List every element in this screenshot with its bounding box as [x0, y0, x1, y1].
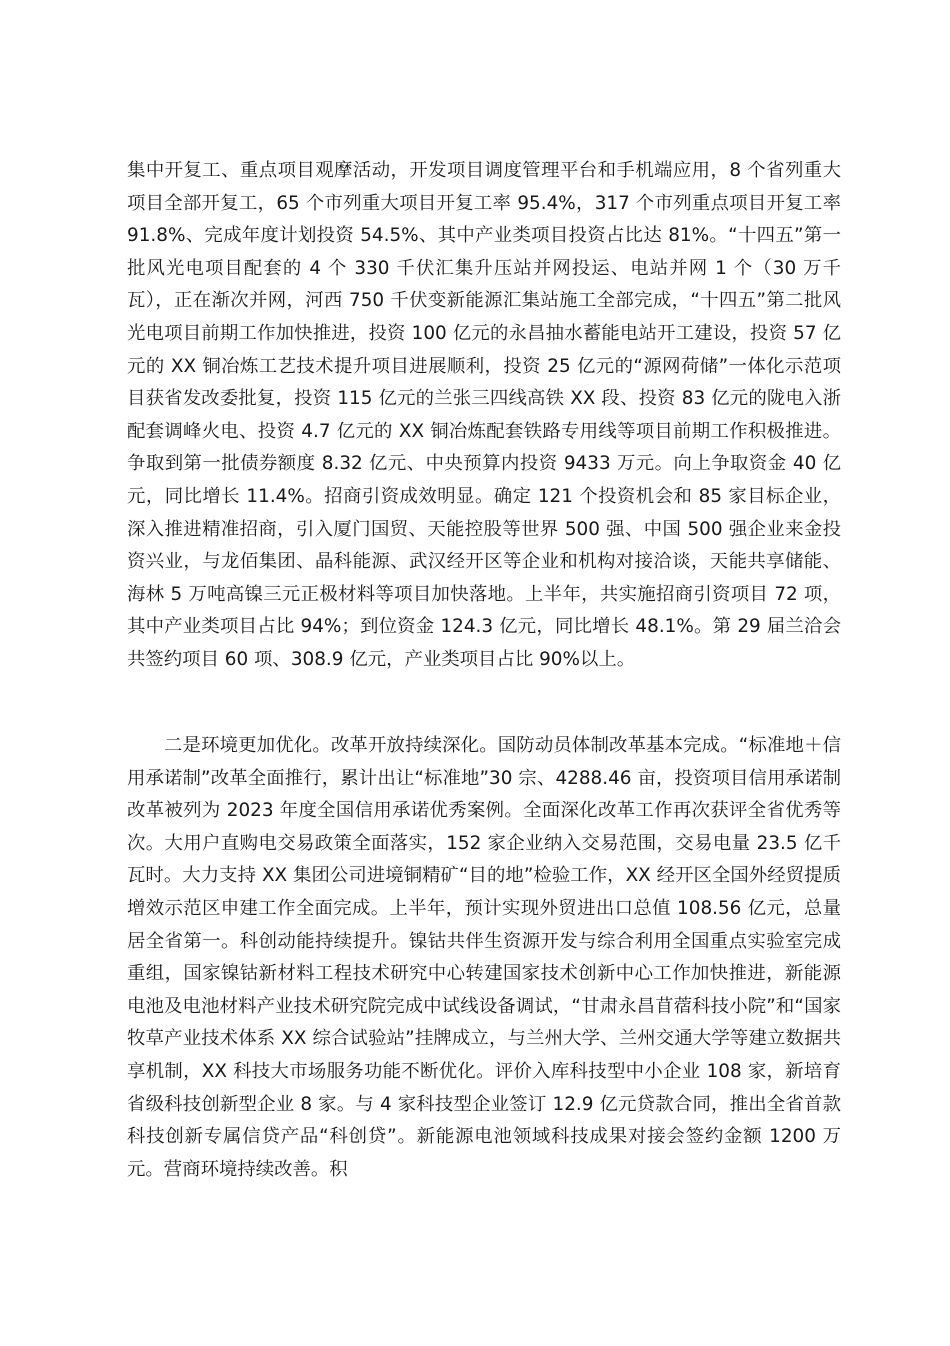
- body-paragraph-2: [127, 730, 841, 1186]
- body-paragraph-1: [127, 155, 841, 677]
- paragraph-text: 二是环境更加优化。改革开放持续深化。国防动员体制改革基本完成。“标准地＋信用承诺制”改革全面推行，累计出让“标准地”30 宗、4288.46 亩，投资项目信用承诺制改革被列为 2023 年度全国信用承诺优秀案例。全面深化改革工作再次获评全省优秀等次。大用户直购电交易政策全面落实，152 家企业纳入交易范围，交易电量 23.5 亿千瓦时。大力支持 XX 集团公司进境铜精矿“目的地”检验工作，XX 经开区全国外经贸提质增效示范区申建工作全面完成。上半年，预计实现外贸进出口总值 108.56 亿元，总量居全省第一。科创动能持续提升。镍钴共伴生资源开发与综合利用全国重点实验室完成重组，国家镍钴新材料工程技术研究中心转建国家技术创新中心工作加快推进，新能源电池及电池材料产业技术研究院完成中试线设备调试，“甘肃永昌苜蓿科技小院”和“国家牧草产业技术体系 XX 综合试验站”挂牌成立，与兰州大学、兰州交通大学等建立数据共享机制，XX 科技大市场服务功能不断优化。评价入库科技型中小企业 108 家，新培育省级科技创新型企业 8 家。与 4 家科技型企业签订 12.9 亿元贷款合同，推出全省首款科技创新专属信贷产品“科创贷”。新能源电池领域科技成果对接会签约金额 1200 万元。营商环境持续改善。积: [127, 735, 841, 1180]
- paragraph-text: 集中开复工、重点项目观摩活动，开发项目调度管理平台和手机端应用，8 个省列重大项目全部开复工，65 个市列重大项目开复工率 95.4%，317 个市列重点项目开复工率 91.8%、完成年度计划投资 54.5%、其中产业类项目投资占比达 81%。“十四五”第一批风光电项目配套的 4 个 330 千伏汇集升压站并网投运、电站并网 1 个（30 万千瓦），正在渐次并网，河西 750 千伏变新能源汇集站施工全部完成，“十四五”第二批风光电项目前期工作加快推进，投资 100 亿元的永昌抽水蓄能电站开工建设，投资 57 亿元的 XX 铜冶炼工艺技术提升项目进展顺利，投资 25 亿元的“源网荷储”一体化示范项目获省发改委批复，投资 115 亿元的兰张三四线高铁 XX 段、投资 83 亿元的陇电入浙配套调峰火电、投资 4.7 亿元的 XX 铜冶炼配套铁路专用线等项目前期工作积极推进。争取到第一批债券额度 8.32 亿元、中央预算内投资 9433 万元。向上争取资金 40 亿元，同比增长 11.4%。招商引资成效明显。确定 121 个投资机会和 85 家目标企业，深入推进精准招商，引入厦门国贸、天能控股等世界 500 强、中国 500 强企业来金投资兴业，与龙佰集团、晶科能源、武汉经开区等企业和机构对接洽谈，天能共享储能、海林 5 万吨高镍三元正极材料等项目加快落地。上半年，共实施招商引资项目 72 项，其中产业类项目占比 94%；到位资金 124.3 亿元，同比增长 48.1%。第 29 届兰洽会共签约项目 60 项、308.9 亿元，产业类项目占比 90%以上。: [127, 160, 841, 670]
